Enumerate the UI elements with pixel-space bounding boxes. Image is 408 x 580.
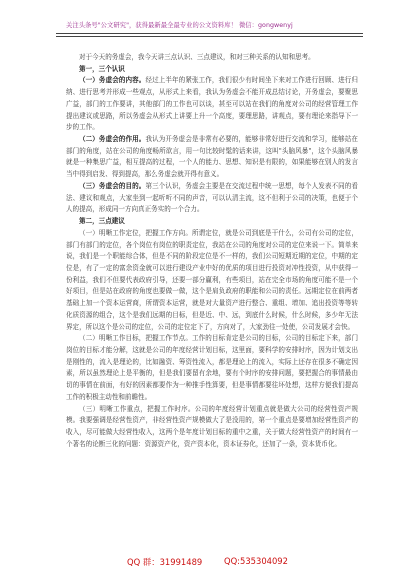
footer bbox=[0, 556, 408, 570]
footer-qq-group: QQ 群：31991489 bbox=[127, 557, 203, 567]
header-rule bbox=[56, 33, 363, 34]
document-body bbox=[66, 52, 358, 450]
paragraph: （一）明晰工作定位，把握工作方向。所谓定位，就是公司到底是干什么，公司有公司的定位，部门有部门的定位，各个岗位有岗位的职责定位，我站在公司的角度对公司的定位来说一下。简单来说，我们是一个职能综合体，但是不同的阶段定位是不一样的，我们公司短期近期的定位，中期的定位是，有了一定的富余资金就可以进行建设产业中好的优质的项目进行投资对冲性投资，从中获得一份利益，我们不但要代表政府引导，还要一部分赢利，有些项目，站在完全市场的角度可能不是一个好项目，但是站在政府的角度也要做一做，这个是肩负政府的职能和公司的责任。远期定位在前两者基础上加一个资本运营商，所谓资本运营，就是对大量资产进行整合、重组、增加、追出投资等等转化质资源的组合，这个是我们远期的目标，但是近、中、远，到底什么时候，什么时候，多少年无法界定，所以这个是公司的定位，公司的定位定下了，方向对了，大家劲往一处使，公司发展才会快。 bbox=[66, 228, 358, 331]
header-notice: 关注头条号"公文研究"，获得最新最全最专业的公文资料库！ 微信：gongwenyj bbox=[66, 22, 293, 29]
section-heading: 第二，三点建议 bbox=[79, 217, 125, 226]
paragraph: （三）明晰工作重点，把握工作时序。公司的年度经营计划重点就是做大公司的经营性资产规模。我要强调是经营性资产，非经营性资产规模做大了是没用的，第一个重点是要增加经营性资产的收入，尽可能做大经营性收入，这两个是年度计划目标的重中之重，关于做大经营性资产的时间有一个著名的论断三化的问题：资源资产化，资产资本化，资本证券化，还加了一条，资本货币化。 bbox=[66, 404, 358, 448]
section-heading: 第一，三个认识 bbox=[79, 64, 125, 73]
footer-qq-number: QQ:535304092 bbox=[224, 556, 288, 566]
paragraph: （一）务虚会的内容。经过上半年的紧张工作，我们很少有时间坐下来对工作进行回顾、进行归纳、进行思考并形成一些观点，从形式上来看，我认为务虚会不能开成总结讨论，开务虚会，要聚思广益，部门的工作要讲，其他部门的工作也可以谈，甚至可以站在我们的角度对公司的经营管理工作提出建议或思路，所以务虚会从形式上讲要上升一个高度，要理思路，讲观点，要有理论来指导下一步的工作。 bbox=[66, 76, 358, 132]
paragraph: （二）务虚会的作用。我认为开务虚会是非常有必要的，能够非常好进行交流和学习，能够站在部门的角度，站在公司的角度畅所欲言，用一句比较时髦的话来讲，这叫"头脑风暴"，这个头脑风暴就是一种集思广益，相互提高的过程，一个人的能力、思想、知识是有限的，如果能够在别人的发言当中得到启发、得到提高，那么务虚会就开得有意义。 bbox=[66, 135, 358, 179]
paragraph: （三）务虚会的目的。第三个认识，务虚会主要是在交流过程中统一思想，每个人发表不同的看法、建议和观点，大家坐到一起听听不同的声音，可以认清主流，这不但利于公司的决策，也便于个人的提高，形成同一方向真正务实的一个合力。 bbox=[66, 181, 358, 214]
header-rule-secondary bbox=[56, 36, 363, 37]
paragraph: 对于今天的务虚会，我今天讲三点认识、三点建议，和对三种关系的认知和思考。 bbox=[79, 53, 315, 61]
paragraph: （二）明晰工作目标，把握工作节点。工作的目标肯定是公司的目标，公司的目标定下来，部门岗位的目标才能分解，这就是公司的年度经营计划目标，这里面，要科学的安排时序，因为计划支出是刚性的，流入是理论的，比如融资、筹资性流入，都是理论上的流入，实际上还存在很多不确定因素，所以虽然理论上是平衡的，但是我们要留有余地，要有个时序的安排问题，要把握合的事情最由切的事情在前面，有好的因素都要作为一种推手性算要，但是事情都要往坏处想，这样方便我们提高工作的积极主动性和前瞻性。 bbox=[66, 334, 358, 401]
